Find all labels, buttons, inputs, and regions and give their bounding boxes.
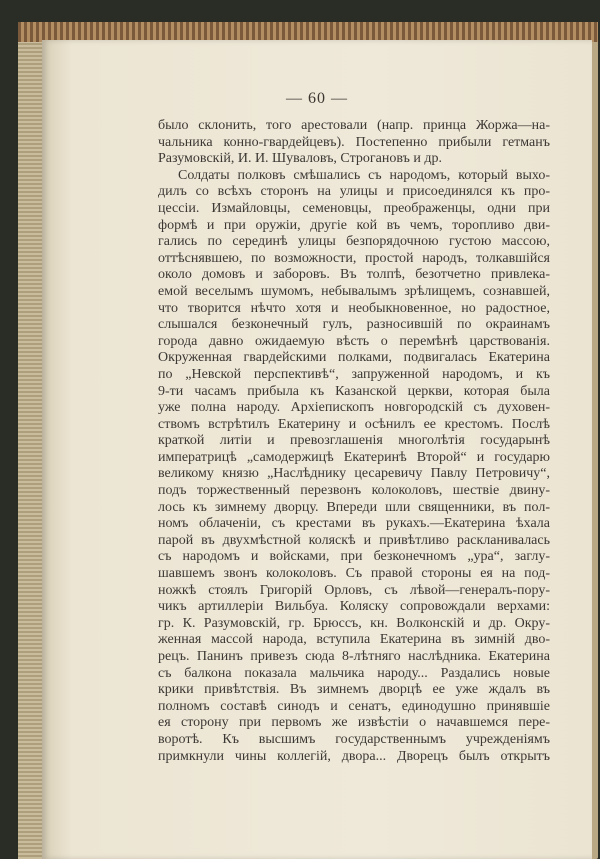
text-line: воротѣ. Къ высшимъ государственнымъ учрежденіямъ — [158, 731, 550, 747]
text-line: парой въ двухмѣстной коляскѣ и привѣтливо раскланивалась — [158, 532, 550, 548]
text-line: чикъ артиллеріи Вильбуа. Коляску сопровождали верхами: — [158, 599, 550, 615]
text-line: ствомъ встрѣтилъ Екатерину и осѣнилъ ее крестомъ. Послѣ — [158, 416, 550, 432]
text-line: чальника конно-гвардейцевъ). Постепенно прибыли гетманъ — [158, 134, 550, 150]
text-line: рецъ. Панинъ привезъ сюда 8-лѣтняго наслѣдника. Екатерина — [158, 649, 550, 664]
text-line: цессіи. Измайловцы, семеновцы, преображенцы, одни при — [158, 200, 550, 216]
text-line: 9-ти часамъ прибыла къ Казанской церкви, которая была — [158, 383, 550, 399]
text-line: великому князю „Наслѣднику цесаревичу Павлу Петровичу“, — [158, 466, 550, 482]
text-line: оттѣснявшею, по возможности, простой народъ, толкавшійся — [158, 250, 550, 266]
text-line: по „Невской перспективѣ“, запруженной народомъ, и къ — [158, 366, 550, 382]
text-line: уже полна народу. Архіепископъ новгородскій съ духовен- — [158, 400, 550, 416]
text-line: гались по серединѣ улицы безпорядочною густою массою, — [158, 234, 550, 250]
text-line: ножкѣ стоялъ Григорій Орловъ, съ лѣвой—генералъ-пору- — [158, 582, 550, 598]
text-line: около домовъ и заборовъ. Въ толпѣ, безотчетно привлека- — [158, 267, 550, 283]
text-line: было склонить, того арестовали (напр. принца Жоржа—на- — [158, 118, 550, 133]
text-line: примкнули чины коллегій, двора... Дворецъ былъ открытъ — [158, 748, 550, 764]
text-line: дилъ со всѣхъ сторонъ на улицы и присоединялся къ про- — [158, 184, 550, 200]
page-top-edge — [18, 22, 598, 42]
text-line: съ балкона показала мальчика народу... Раздались новые — [158, 665, 550, 681]
book-page — [42, 40, 592, 859]
text-line: краткой литіи и превозглашенія многолѣтія государынѣ — [158, 433, 550, 449]
page-text — [158, 118, 550, 765]
text-line: съ народомъ и войсками, при безконечномъ „ура“, заглу- — [158, 549, 550, 565]
text-line: Окруженная гвардейскими полками, подвигалась Екатерина — [158, 350, 550, 366]
page-number: — 60 — — [286, 90, 348, 107]
text-line: слышался безконечный гулъ, разносившій по окраинамъ — [158, 317, 550, 333]
text-line: императрицѣ „самодержицѣ Екатеринѣ Второй“ и государю — [158, 449, 550, 465]
text-line: Солдаты полковъ смѣшались съ народомъ, который выхо- — [178, 167, 550, 183]
text-line: Разумовскій, И. И. Шуваловъ, Строгановъ и др. — [158, 151, 442, 167]
text-line: подъ торжественный перезвонъ колоколовъ, шествіе двину- — [158, 483, 550, 499]
text-line: шавшемъ звонъ колоколовъ. Съ правой стороны ея на под- — [158, 566, 550, 582]
text-line: что творится нѣчто хотя и необыкновенное, но радостное, — [158, 300, 550, 316]
text-line: города давно ожидаемую вѣсть о перемѣнѣ царствованія. — [158, 333, 550, 349]
text-line: женная массой народа, вступила Екатерина въ зимній дво- — [158, 632, 550, 648]
text-line: крики привѣтствія. Въ зимнемъ дворцѣ ее уже ждалъ въ — [158, 682, 550, 698]
text-line: гр. К. Разумовскій, гр. Брюссъ, кн. Волконскій и др. Окру- — [158, 615, 550, 631]
text-line: формѣ и при оружіи, другіе кой въ чемъ, торопливо дви- — [158, 217, 550, 233]
text-line: номъ облаченіи, съ крестами въ рукахъ.—Екатерина ѣхала — [158, 516, 550, 532]
text-line: полномъ составѣ синодъ и сенатъ, единодушно принявшіе — [158, 698, 550, 714]
text-line: ея сторону при первомъ же извѣстіи о начавшемся пере- — [158, 715, 550, 731]
cover-cloth-edge — [18, 22, 44, 859]
text-line: емой веселымъ шумомъ, небывалымъ зрѣлищемъ, сознавшей, — [158, 283, 550, 299]
text-line: лось къ зимнему дворцу. Впереди шли священники, въ пол- — [158, 499, 550, 515]
